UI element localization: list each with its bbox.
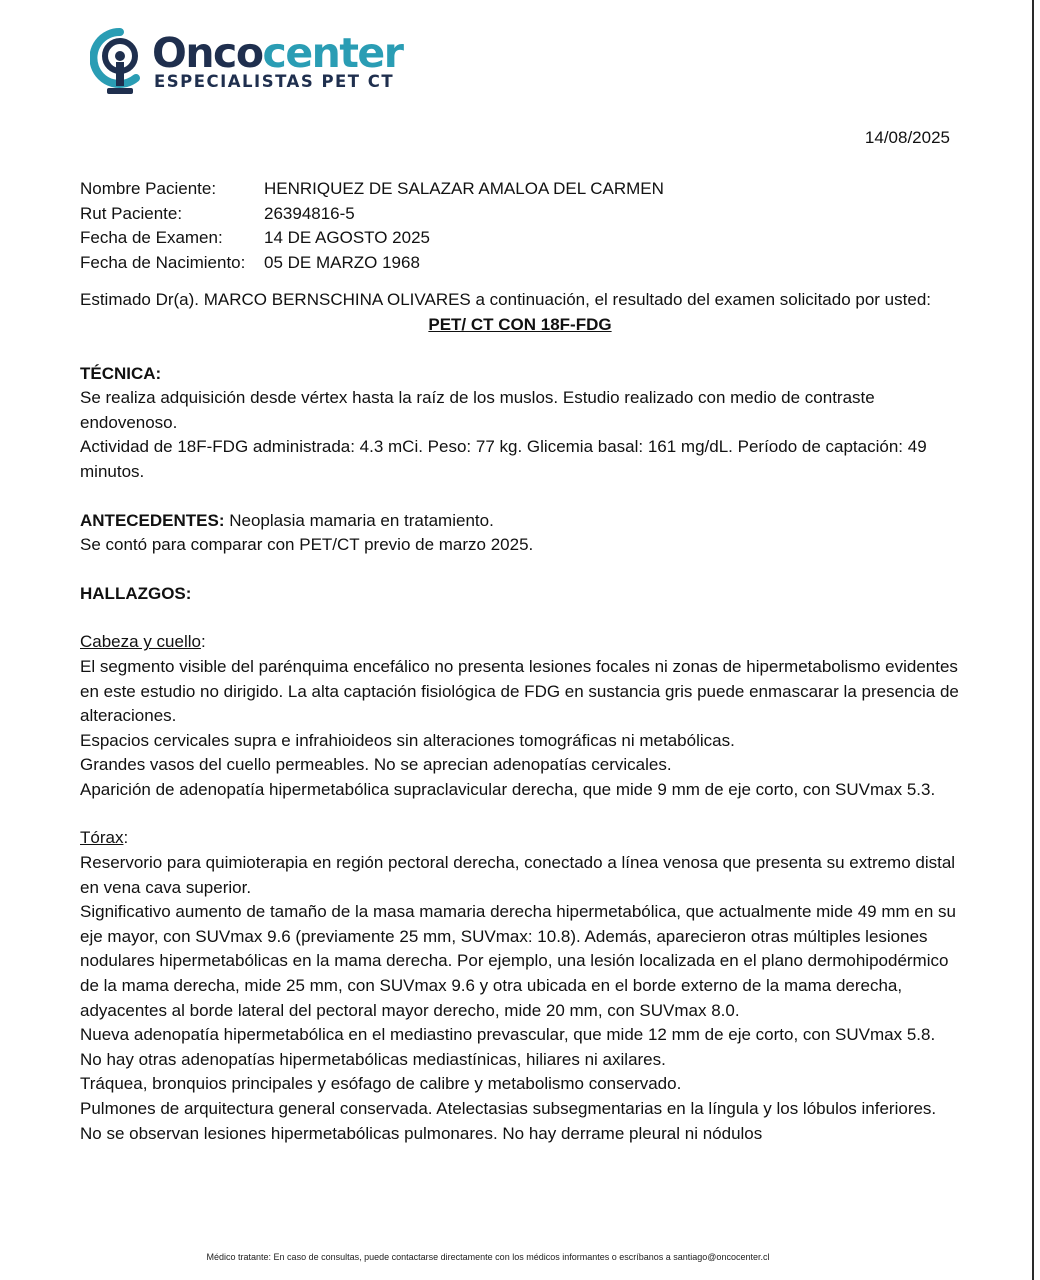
torax-line: Tráquea, bronquios principales y esófago de calibre y metabolismo conservado. bbox=[80, 1074, 682, 1094]
antecedentes-text: Neoplasia mamaria en tratamiento. bbox=[224, 510, 494, 530]
cabeza-subheading-colon: : bbox=[200, 632, 206, 652]
cabeza-line: Grandes vasos del cuello permeables. No se aprecian adenopatías cervicales. bbox=[80, 755, 672, 775]
intro-text: Estimado Dr(a). MARCO BERNSCHINA OLIVARES a continuación, el resultado del examen solicitado por usted: bbox=[80, 290, 931, 310]
oncocenter-logo bbox=[90, 26, 410, 100]
hallazgos-heading: HALLAZGOS: bbox=[80, 583, 192, 603]
patient-info-row bbox=[80, 226, 960, 251]
torax-subheading-text: Tórax bbox=[80, 828, 124, 848]
patient-info-row bbox=[80, 202, 960, 227]
cabeza-line: El segmento visible del parénquima encefálico no presenta lesiones focales ni zonas de hipermetabolismo evidentes en este estudio no dirigido. La alta captación fisiológica de FDG en sustancia gris puede enmascarar la presencia de alteraciones. bbox=[80, 656, 959, 726]
logo-wordmark-part2: center bbox=[262, 29, 403, 77]
torax-subheading bbox=[80, 826, 960, 851]
tecnica-line: Actividad de 18F-FDG administrada: 4.3 mCi. Peso: 77 kg. Glicemia basal: 161 mg/dL. Período de captación: 49 minutos. bbox=[80, 437, 927, 481]
cabeza-line: Aparición de adenopatía hipermetabólica supraclavicular derecha, que mide 9 mm de eje corto, con SUVmax 5.3. bbox=[80, 779, 936, 799]
torax-line: Pulmones de arquitectura general conservada. Atelectasias subsegmentarias en la língula y los lóbulos inferiores. No se observan lesiones hipermetabólicas pulmonares. No hay derrame pleural ni nódulos bbox=[80, 1099, 937, 1143]
torax-subheading-colon: : bbox=[123, 828, 129, 848]
logo-mark-icon bbox=[90, 26, 150, 98]
patient-rut-value: 26394816-5 bbox=[264, 203, 355, 223]
patient-info bbox=[80, 177, 960, 275]
logo-tagline: ESPECIALISTAS PET CT bbox=[154, 72, 395, 91]
patient-name-label: Nombre Paciente: bbox=[80, 179, 217, 198]
logo-wordmark-part1: Onco bbox=[152, 29, 263, 77]
torax-line: Nueva adenopatía hipermetabólica en el mediastino prevascular, que mide 12 mm de eje corto, con SUVmax 5.8. No hay otras adenopatías hipermetabólicas mediastínicas, hiliares ni axilares. bbox=[80, 1025, 936, 1069]
tecnica-line: Se realiza adquisición desde vértex hasta la raíz de los muslos. Estudio realizado con medio de contraste endovenoso. bbox=[80, 388, 875, 432]
logo-wordmark bbox=[152, 30, 402, 76]
page-edge bbox=[1032, 0, 1034, 1280]
patient-name-value: HENRIQUEZ DE SALAZAR AMALOA DEL CARMEN bbox=[264, 179, 664, 198]
tecnica-heading: TÉCNICA: bbox=[80, 363, 162, 383]
footer-contact: Médico tratante: En caso de consultas, puede contactarse directamente con los médicos informantes o escríbanos a santiago@oncocenter.cl bbox=[206, 1252, 770, 1262]
birth-date-value: 05 DE MARZO 1968 bbox=[264, 252, 420, 272]
patient-info-row bbox=[80, 177, 960, 202]
exam-title: PET/ CT CON 18F-FDG bbox=[428, 314, 612, 334]
torax-line: Significativo aumento de tamaño de la masa mamaria derecha hipermetabólica, que actualmente mide 49 mm en su eje mayor, con SUVmax 9.6 (previamente 25 mm, SUVmax: 10.8). Además, aparecieron otras múltiples lesiones nodulares hipermetabólicas en la mama derecha. Por ejemplo, una lesión localizada en el plano dermohipodérmico de la mama derecha, mide 25 mm, con SUVmax 9.6 y otra ubicada en el borde externo de la mama derecha, adyacentes al borde lateral del pectoral mayor derecho, mide 20 mm, con SUVmax 8.0. bbox=[80, 902, 956, 1020]
report-body bbox=[80, 177, 960, 1146]
patient-rut-label: Rut Paciente: bbox=[80, 203, 183, 223]
birth-date-label: Fecha de Nacimiento: bbox=[80, 252, 246, 272]
cabeza-line: Espacios cervicales supra e infrahioideos sin alteraciones tomográficas ni metabólicas. bbox=[80, 730, 735, 750]
antecedentes-heading: ANTECEDENTES: bbox=[80, 510, 225, 530]
cabeza-subheading bbox=[80, 630, 960, 655]
cabeza-subheading-text: Cabeza y cuello bbox=[80, 632, 201, 652]
antecedentes-paragraph bbox=[80, 509, 960, 534]
patient-info-row bbox=[80, 251, 960, 276]
torax-line: Reservorio para quimioterapia en región pectoral derecha, conectado a línea venosa que presenta su extremo distal en vena cava superior. bbox=[80, 853, 956, 897]
report-date: 14/08/2025 bbox=[864, 128, 950, 147]
antecedentes-line: Se contó para comparar con PET/CT previo de marzo 2025. bbox=[80, 535, 534, 555]
exam-date-label: Fecha de Examen: bbox=[80, 228, 223, 248]
exam-date-value: 14 DE AGOSTO 2025 bbox=[264, 228, 430, 248]
